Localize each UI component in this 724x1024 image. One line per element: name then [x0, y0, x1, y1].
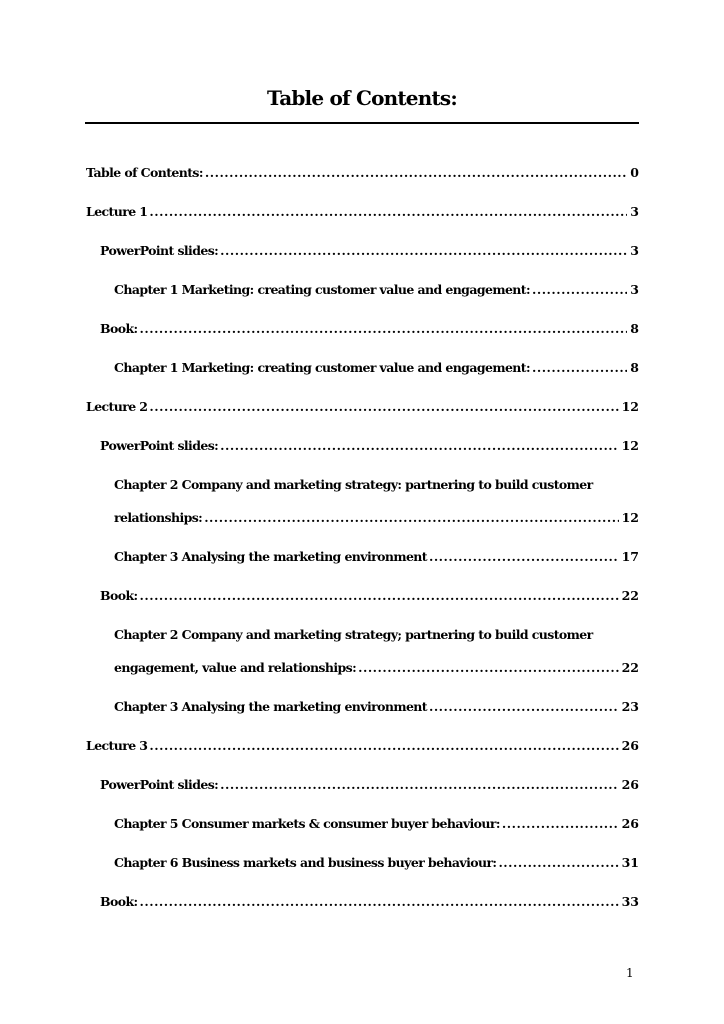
- toc-entry-title: Lecture 3: [86, 738, 148, 753]
- dot-leader: [204, 510, 618, 525]
- dot-leader: [149, 204, 627, 219]
- dot-leader: [358, 660, 618, 675]
- dot-leader: [532, 282, 627, 297]
- dot-leader: [149, 738, 618, 753]
- dot-leader: [149, 399, 618, 414]
- toc-entry-page: 8: [630, 360, 639, 375]
- toc-entry-book[interactable]: [100, 894, 639, 909]
- toc-entry-book[interactable]: [100, 321, 639, 336]
- toc-entry-chapter-1-book[interactable]: [114, 360, 639, 375]
- toc-entry-title: PowerPoint slides:: [100, 438, 219, 453]
- toc-entry-page: 0: [630, 165, 639, 180]
- toc-entry-title: engagement, value and relationships:: [114, 660, 357, 675]
- toc-entry-page: 3: [630, 282, 639, 297]
- toc-entry-page: 22: [621, 588, 639, 603]
- toc-entry-page: 22: [621, 660, 639, 675]
- dot-leader: [220, 243, 627, 258]
- toc-entry-page: 26: [621, 738, 639, 753]
- toc-entry-title: Chapter 5 Consumer markets & consumer buyer behaviour:: [114, 816, 500, 831]
- toc-entry-title: Chapter 1 Marketing: creating customer value and engagement:: [114, 282, 530, 297]
- title-underline: [85, 122, 639, 124]
- dot-leader: [429, 699, 619, 714]
- toc-entry-title: Book:: [100, 894, 138, 909]
- toc-entry-chapter-5-slides[interactable]: [114, 816, 639, 831]
- toc-entry-chapter-1-slides[interactable]: [114, 282, 639, 297]
- toc-entry-title: Chapter 3 Analysing the marketing environment: [114, 699, 427, 714]
- toc-entry-title: Chapter 3 Analysing the marketing environment: [114, 549, 427, 564]
- toc-entry-title: Chapter 1 Marketing: creating customer value and engagement:: [114, 360, 530, 375]
- toc-entry-lecture-1[interactable]: [86, 204, 639, 219]
- toc-entry-title: Chapter 6 Business markets and business buyer behaviour:: [114, 855, 497, 870]
- toc-entry-chapter-2-book-line1[interactable]: Chapter 2 Company and marketing strategy; partnering to build customer: [114, 627, 593, 642]
- toc-entry-title: Table of Contents:: [86, 165, 203, 180]
- toc-entry-page: 12: [621, 399, 639, 414]
- dot-leader: [498, 855, 618, 870]
- toc-entry-title: Book:: [100, 321, 138, 336]
- toc-entry-lecture-3[interactable]: [86, 738, 639, 753]
- toc-entry-chapter-2-slides-line1[interactable]: Chapter 2 Company and marketing strategy: partnering to build customer: [114, 477, 593, 492]
- toc-entry-title: Lecture 1: [86, 204, 148, 219]
- dot-leader: [429, 549, 619, 564]
- page-title: Table of Contents:: [267, 86, 457, 110]
- toc-entry-page: 31: [621, 855, 639, 870]
- toc-entry-chapter-3-book[interactable]: [114, 699, 639, 714]
- toc-entry-title: PowerPoint slides:: [100, 777, 219, 792]
- page-number: 1: [626, 966, 634, 980]
- toc-entry-title: PowerPoint slides:: [100, 243, 219, 258]
- toc-entry-powerpoint-slides[interactable]: [100, 243, 639, 258]
- toc-entry-page: 26: [621, 816, 639, 831]
- toc-entry-page: 12: [621, 510, 639, 525]
- toc-entry-chapter-3-slides[interactable]: [114, 549, 639, 564]
- toc-entry-powerpoint-slides[interactable]: [100, 438, 639, 453]
- dot-leader: [220, 777, 618, 792]
- toc-entry-page: 26: [621, 777, 639, 792]
- toc-entry-page: 33: [621, 894, 639, 909]
- toc-entry-lecture-2[interactable]: [86, 399, 639, 414]
- dot-leader: [502, 816, 619, 831]
- toc-entry-chapter-6-slides[interactable]: [114, 855, 639, 870]
- toc-entry-title: Lecture 2: [86, 399, 148, 414]
- dot-leader: [532, 360, 627, 375]
- dot-leader: [140, 894, 619, 909]
- toc-entry-book[interactable]: [100, 588, 639, 603]
- toc-entry-page: 3: [630, 204, 639, 219]
- toc-entry-chapter-2-book[interactable]: [114, 660, 639, 675]
- toc-entry-table-of-contents[interactable]: [86, 165, 639, 180]
- toc-entry-page: 3: [630, 243, 639, 258]
- dot-leader: [205, 165, 627, 180]
- toc-entry-page: 23: [621, 699, 639, 714]
- toc-entry-title: Book:: [100, 588, 138, 603]
- dot-leader: [140, 588, 619, 603]
- dot-leader: [140, 321, 628, 336]
- toc-entry-page: 8: [630, 321, 639, 336]
- toc-entry-chapter-2-slides[interactable]: [114, 510, 639, 525]
- dot-leader: [220, 438, 618, 453]
- toc-entry-page: 17: [621, 549, 639, 564]
- toc-entry-page: 12: [621, 438, 639, 453]
- toc-entry-powerpoint-slides[interactable]: [100, 777, 639, 792]
- toc-entry-title: relationships:: [114, 510, 203, 525]
